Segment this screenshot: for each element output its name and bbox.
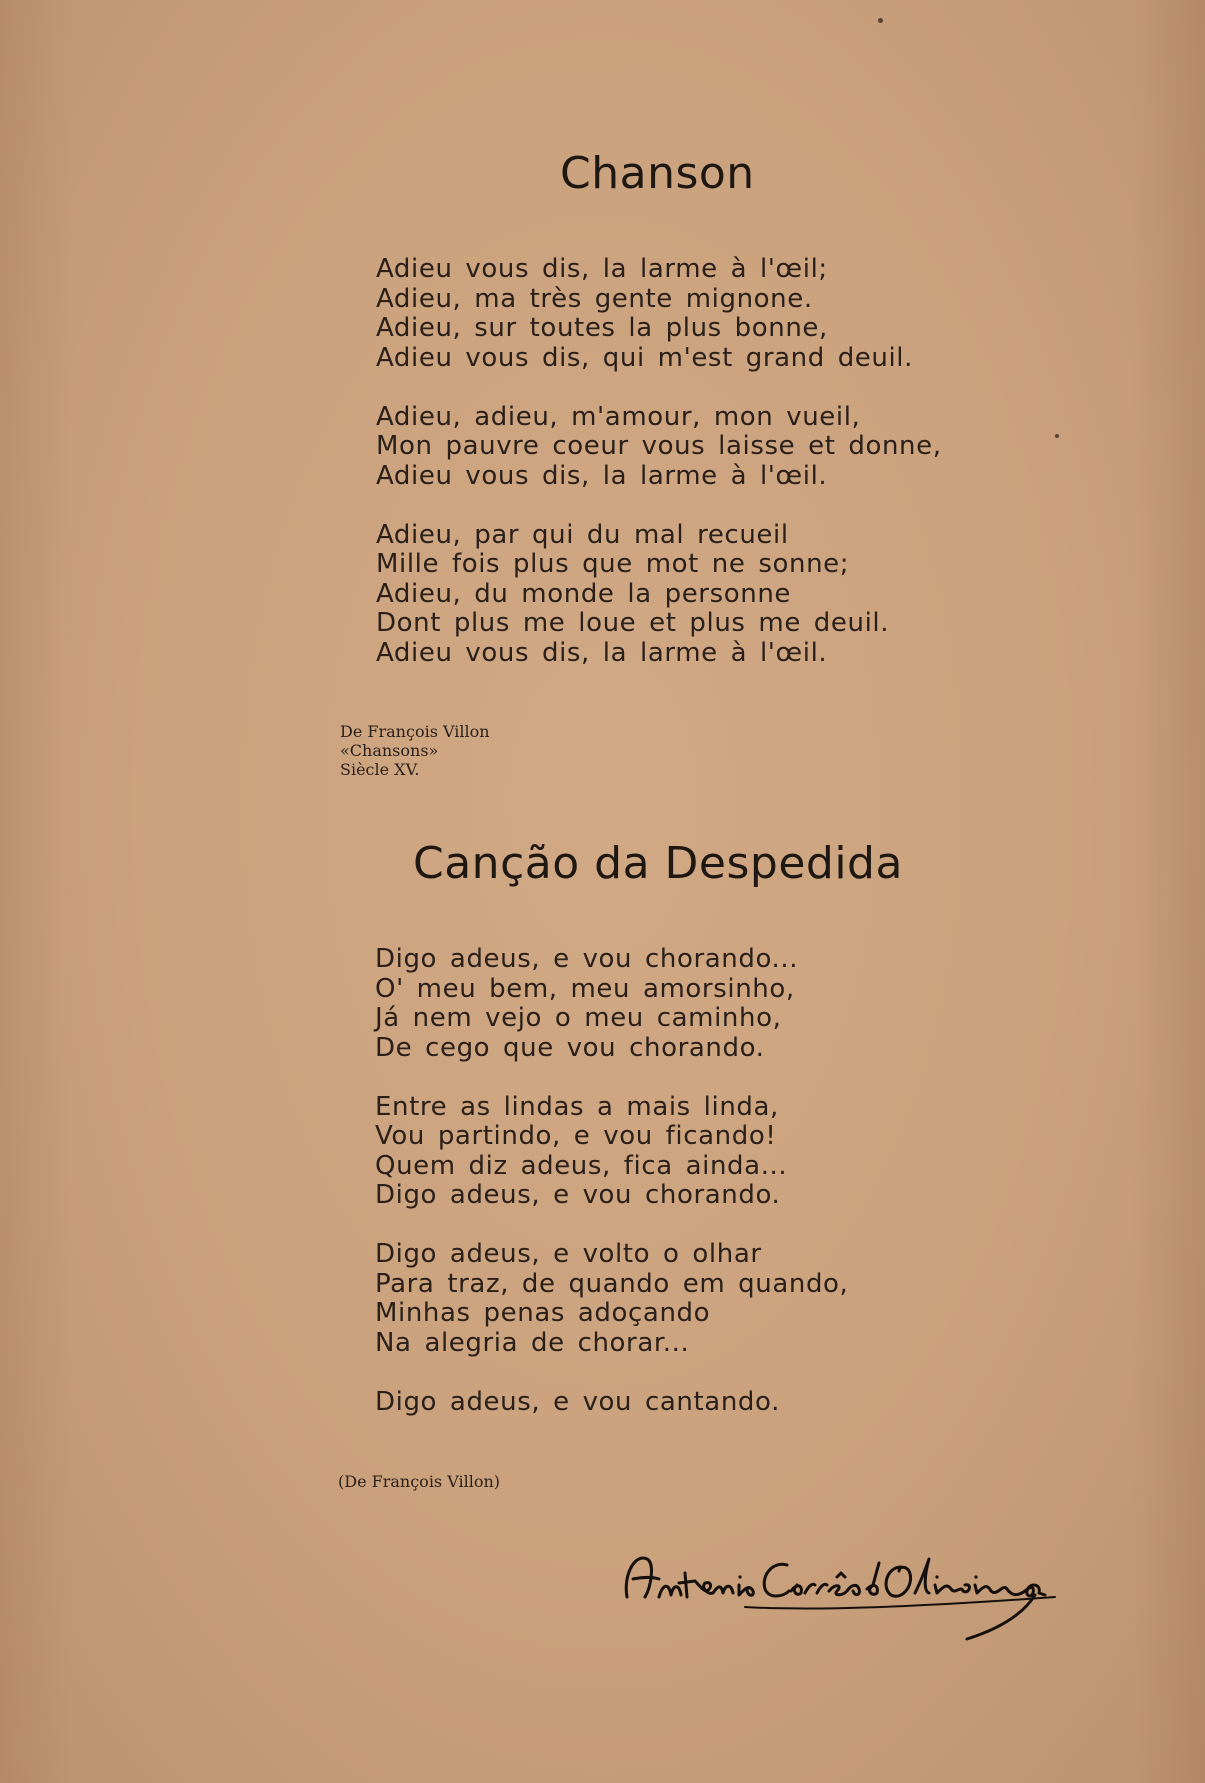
poem-line: Mille fois plus que mot ne sonne; [376, 549, 850, 579]
poem-line: Adieu, par qui du mal recueil [376, 519, 789, 550]
poem-2-stanza-1 [375, 945, 848, 1063]
poem-1-title: Chanson [560, 148, 755, 199]
poem-1-stanza-2 [376, 403, 942, 492]
poem-line: Minhas penas adoçando [375, 1298, 711, 1328]
attribution-line: «Chansons» [340, 741, 439, 760]
poem-line: Digo adeus, e vou chorando... [375, 944, 799, 974]
poem-1-stanza-3 [376, 521, 942, 669]
poem-line: Quem diz adeus, fica ainda... [375, 1150, 788, 1181]
poem-line: De cego que vou chorando. [375, 1032, 765, 1063]
poem-line: Já nem vejo o meu caminho, [375, 1003, 782, 1033]
poem-line: O' meu bem, meu amorsinho, [375, 973, 795, 1004]
poem-line: Na alegria de chorar... [375, 1327, 690, 1358]
poem-2-stanza-3 [375, 1240, 848, 1358]
poem-line: Adieu vous dis, la larme à l'œil. [376, 637, 828, 668]
poem-1-body [376, 255, 942, 668]
paper-speck [1055, 434, 1059, 438]
poem-line: Mon pauvre coeur vous laisse et donne, [376, 431, 942, 461]
poem-line: Adieu, du monde la personne [376, 578, 792, 609]
poem-line: Vou partindo, e vou ficando! [375, 1121, 777, 1151]
poem-2-attribution: (De François Villon) [338, 1472, 501, 1491]
poem-2-title: Canção da Despedida [413, 838, 903, 889]
poem-line: Para traz, de quando em quando, [375, 1268, 849, 1299]
poem-2-stanza-2 [375, 1093, 848, 1211]
poem-1-stanza-1 [376, 255, 942, 373]
poem-line: Adieu, sur toutes la plus bonne, [376, 313, 828, 343]
poem-line: Adieu vous dis, la larme à l'œil. [376, 460, 828, 491]
poem-1-attribution [340, 722, 490, 779]
poem-2-body [375, 945, 848, 1417]
poem-line: Digo adeus, e vou chorando. [375, 1180, 781, 1210]
poem-line: Adieu vous dis, la larme à l'œil; [376, 254, 828, 284]
poem-line: Dont plus me loue et plus me deuil. [376, 608, 890, 638]
poem-line: Digo adeus, e volto o olhar [375, 1239, 762, 1269]
poem-line: Entre as lindas a mais linda, [375, 1091, 779, 1122]
poem-line: Digo adeus, e vou cantando. [375, 1386, 780, 1417]
attribution-line: Siècle XV. [340, 760, 420, 779]
handwritten-signature [615, 1535, 1085, 1645]
poem-line: Adieu vous dis, qui m'est grand deuil. [376, 342, 913, 373]
poem-line: Adieu, adieu, m'amour, mon vueil, [376, 401, 861, 432]
paper-speck [878, 18, 883, 23]
attribution-line: De François Villon [340, 722, 490, 741]
poem-2-stanza-4 [375, 1388, 848, 1418]
poem-line: Adieu, ma très gente mignone. [376, 283, 813, 314]
